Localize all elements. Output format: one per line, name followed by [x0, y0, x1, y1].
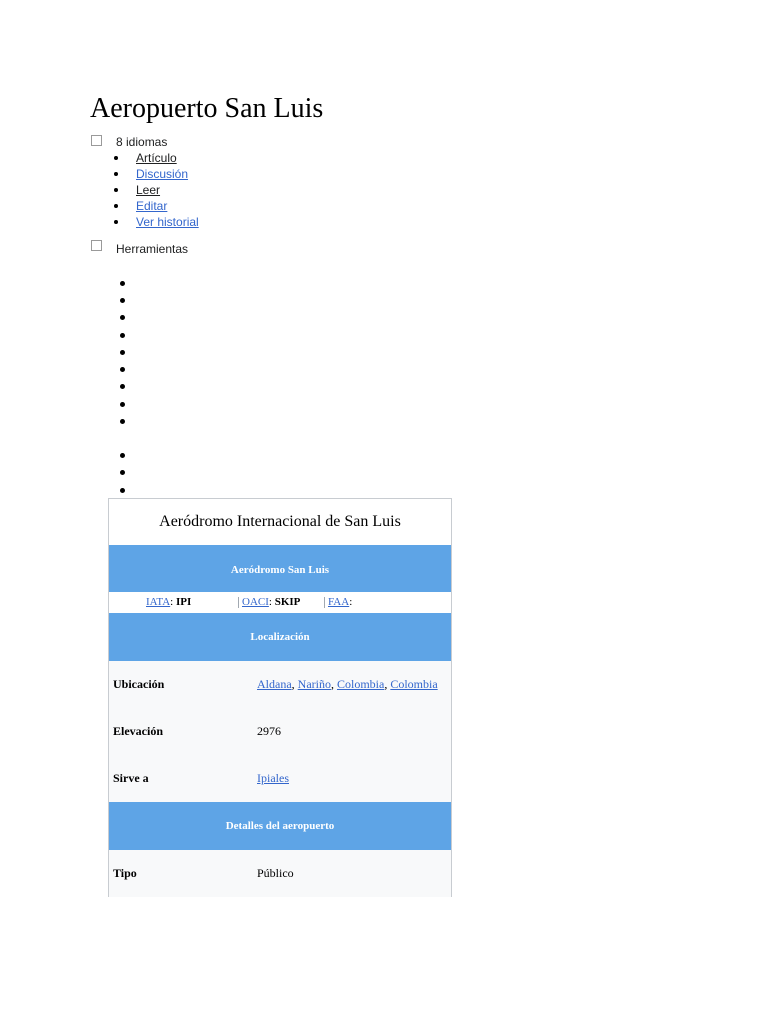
aldana-link[interactable]: Aldana	[257, 677, 292, 691]
tools-checkbox[interactable]	[91, 240, 102, 251]
row-sirve-a	[109, 755, 451, 802]
tools-list-item	[120, 367, 125, 372]
code-divider	[238, 597, 239, 608]
tools-list-item	[120, 298, 125, 303]
tab-editar[interactable]	[113, 198, 199, 214]
oaci-code: OACI: SKIP	[242, 596, 301, 608]
tab-leer[interactable]	[113, 182, 199, 198]
tools-list-item	[120, 350, 125, 355]
elevacion-label: Elevación	[113, 724, 163, 738]
page-tabs-list	[113, 150, 199, 230]
tools-list-item	[120, 419, 125, 424]
page-title: Aeropuerto San Luis	[90, 93, 324, 124]
tools-list-item	[120, 315, 125, 320]
airport-codes-row	[109, 592, 451, 613]
infobox-title: Aeródromo Internacional de San Luis	[109, 499, 451, 545]
iata-code: IATA: IPI	[146, 596, 192, 608]
sirve-a-value	[257, 755, 289, 802]
iata-link[interactable]: IATA	[146, 596, 171, 608]
tools-label[interactable]: Herramientas	[116, 242, 189, 256]
oaci-link[interactable]: OACI	[242, 596, 269, 608]
faa-link[interactable]: FAA	[328, 596, 350, 608]
ipiales-link[interactable]: Ipiales	[257, 771, 289, 785]
code-divider	[324, 597, 325, 608]
tools-list-item	[120, 453, 125, 458]
tools-list-item	[120, 281, 125, 286]
faa-code: FAA:	[328, 596, 353, 608]
tab-discusion[interactable]	[113, 166, 199, 182]
tools-list-item	[120, 488, 125, 493]
tab-editar-label[interactable]: Editar	[136, 199, 168, 213]
section-header-location: Localización	[109, 613, 451, 661]
iata-value: IPI	[175, 596, 192, 608]
airport-infobox	[108, 498, 452, 897]
tools-list-item	[120, 384, 125, 389]
tab-leer-label[interactable]: Leer	[136, 183, 161, 197]
colombia-link[interactable]: Colombia	[390, 677, 438, 691]
languages-label[interactable]: 8 idiomas	[116, 135, 168, 149]
row-tipo	[109, 850, 451, 897]
tipo-value: Público	[257, 866, 294, 880]
tipo-label: Tipo	[113, 866, 137, 880]
tab-articulo-label[interactable]: Artículo	[136, 151, 177, 165]
infobox-subtitle: Aeródromo San Luis	[109, 545, 451, 592]
tab-discusion-label[interactable]: Discusión	[136, 167, 189, 181]
row-elevacion	[109, 708, 451, 755]
tools-list-item	[120, 402, 125, 407]
languages-checkbox[interactable]	[91, 135, 102, 146]
ubicacion-value: Aldana, Nariño, Colombia, Colombia	[257, 677, 438, 691]
sirve-a-label: Sirve a	[113, 771, 149, 785]
tab-ver-historial-label[interactable]: Ver historial	[136, 215, 199, 229]
colombia-link[interactable]: Colombia	[336, 677, 385, 691]
row-ubicacion	[109, 661, 451, 708]
elevacion-value: 2976	[257, 724, 281, 738]
section-header-details: Detalles del aeropuerto	[109, 802, 451, 850]
tools-list-item	[120, 470, 125, 475]
narino-link[interactable]: Nariño	[297, 677, 331, 691]
tab-articulo[interactable]	[113, 150, 199, 166]
ubicacion-label: Ubicación	[113, 677, 165, 691]
oaci-value: SKIP	[274, 596, 301, 608]
tab-ver-historial[interactable]	[113, 214, 199, 230]
tools-list-item	[120, 333, 125, 338]
